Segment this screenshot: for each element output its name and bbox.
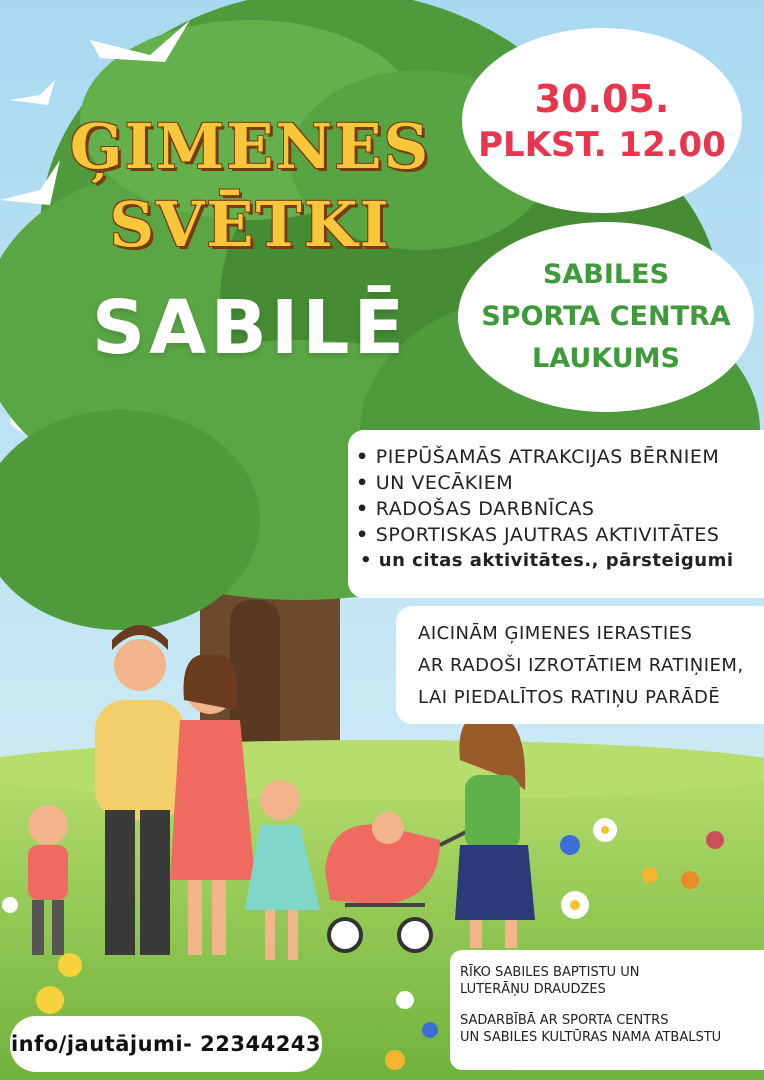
invite-line-3: LAI PIEDALĪTOS RATIŅU PARĀDĒ xyxy=(418,687,721,708)
contact-info: info/jautājumi- 22344243 xyxy=(10,1016,322,1072)
place-line-2: SPORTA CENTRA xyxy=(481,301,731,332)
title-line-3: SABILĒ xyxy=(91,285,409,371)
activity-item-extra: • un citas aktivitātes., pārsteigumi xyxy=(356,548,764,574)
organizers-panel xyxy=(450,950,764,1070)
organizers-line-2: LUTERĀŅU DRAUDZES xyxy=(460,982,606,997)
invite-line-2: AR RADOŠI IZROTĀTIEM RATIŅIEM, xyxy=(418,655,744,676)
activity-item: • RADOŠAS DARBNĪCAS xyxy=(356,496,764,522)
activity-item: • SPORTISKAS JAUTRAS AKTIVITĀTES xyxy=(356,522,764,548)
activity-item: • PIEPŪŠAMĀS ATRAKCIJAS BĒRNIEM xyxy=(356,444,764,470)
organizers-line-3: SADARBĪBĀ AR SPORTA CENTRS xyxy=(460,1013,669,1028)
place-bubble xyxy=(458,222,754,412)
spacer xyxy=(460,998,760,1012)
activity-item: • UN VECĀKIEM xyxy=(356,470,764,496)
date-bubble xyxy=(462,28,742,213)
place-line-3: LAUKUMS xyxy=(532,343,680,374)
event-date: 30.05. xyxy=(534,76,670,121)
event-time: PLKST. 12.00 xyxy=(478,124,726,165)
invite-line-1: AICINĀM ĢIMENES IERASTIES xyxy=(418,623,693,644)
invite-panel xyxy=(396,606,764,724)
organizers-line-1: RĪKO SABILES BAPTISTU UN xyxy=(460,965,640,980)
place-line-1: SABILES xyxy=(542,259,670,290)
activities-panel xyxy=(348,430,764,598)
title-line-2: SVĒTKI xyxy=(109,188,391,261)
organizers-line-4: UN SABILES KULTŪRAS NAMA ATBALSTU xyxy=(460,1030,722,1045)
title-line-1: ĢIMENES xyxy=(69,110,431,183)
